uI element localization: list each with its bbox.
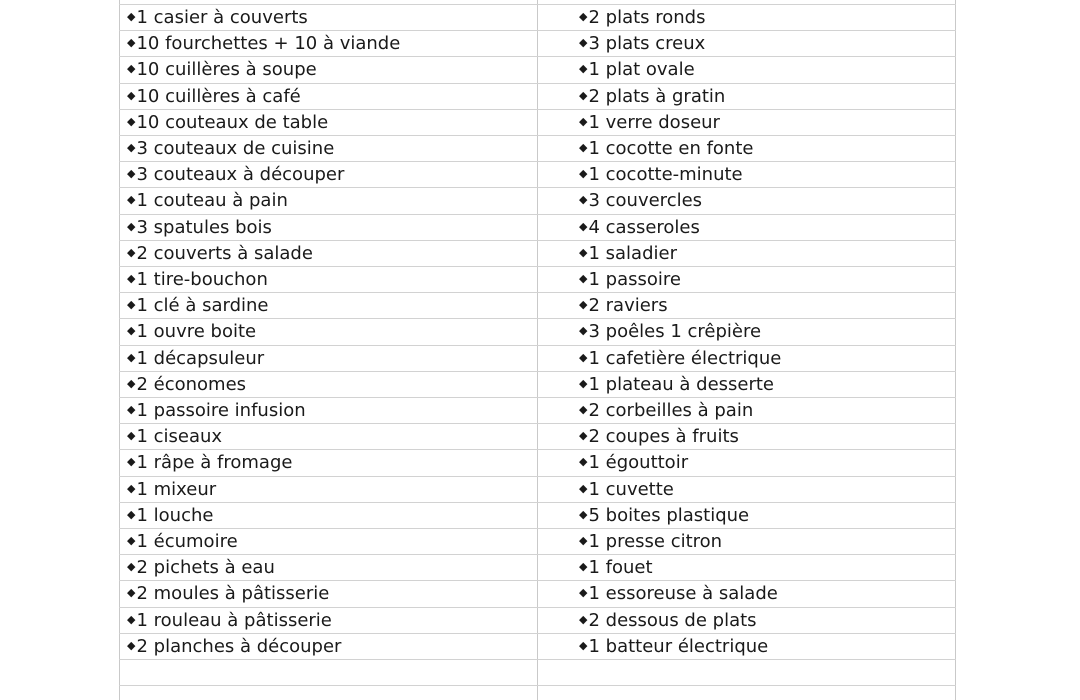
list-item-text: 1 cocotte en fonte <box>588 138 754 159</box>
list-item-text: 3 couteaux de cuisine <box>136 138 335 159</box>
list-item-text: 3 poêles 1 crêpière <box>588 321 762 342</box>
bullet-diamond-icon: ◆ <box>127 534 136 547</box>
list-item-right <box>579 345 781 371</box>
list-item-left <box>127 83 301 109</box>
list-item-text: 2 pichets à eau <box>136 557 275 578</box>
list-item-right <box>579 187 702 213</box>
bullet-diamond-icon: ◆ <box>579 272 588 285</box>
list-item-text: 3 couvercles <box>588 190 703 211</box>
list-item-text: 3 spatules bois <box>136 217 272 238</box>
list-item-text: 1 clé à sardine <box>136 295 269 316</box>
list-item-left <box>127 187 288 213</box>
list-item-left <box>127 502 213 528</box>
list-item-text: 10 cuillères à café <box>136 86 301 107</box>
list-item-text: 1 batteur électrique <box>588 636 769 657</box>
list-item-left <box>127 397 306 423</box>
bullet-diamond-icon: ◆ <box>127 429 136 442</box>
row-rule <box>119 659 956 660</box>
list-item-right <box>579 318 761 344</box>
list-item-text: 1 casier à couverts <box>136 7 308 28</box>
list-item-right <box>579 633 768 659</box>
list-item-left <box>127 30 400 56</box>
list-item-right <box>579 607 757 633</box>
bullet-diamond-icon: ◆ <box>579 508 588 521</box>
bullet-diamond-icon: ◆ <box>579 141 588 154</box>
list-item-text: 1 louche <box>136 505 214 526</box>
bullet-diamond-icon: ◆ <box>127 298 136 311</box>
row-rule <box>119 423 956 424</box>
list-item-text: 2 plats à gratin <box>588 86 726 107</box>
list-item-left <box>127 633 341 659</box>
list-item-left <box>127 476 216 502</box>
list-item-text: 5 boites plastique <box>588 505 750 526</box>
bullet-diamond-icon: ◆ <box>127 167 136 180</box>
list-item-text: 3 couteaux à découper <box>136 164 345 185</box>
list-item-text: 1 passoire <box>588 269 681 290</box>
bullet-diamond-icon: ◆ <box>127 324 136 337</box>
bullet-diamond-icon: ◆ <box>127 89 136 102</box>
bullet-diamond-icon: ◆ <box>127 613 136 626</box>
list-item-text: 2 moules à pâtisserie <box>136 583 330 604</box>
list-item-text: 2 raviers <box>588 295 668 316</box>
list-item-right <box>579 292 668 318</box>
bullet-diamond-icon: ◆ <box>127 455 136 468</box>
bullet-diamond-icon: ◆ <box>127 639 136 652</box>
list-item-text: 1 plat ovale <box>588 59 695 80</box>
table-border-right <box>955 0 956 700</box>
list-item-right <box>579 580 778 606</box>
bullet-diamond-icon: ◆ <box>127 36 136 49</box>
list-item-right <box>579 161 743 187</box>
list-item-right <box>579 528 722 554</box>
bullet-diamond-icon: ◆ <box>127 141 136 154</box>
row-rule <box>119 685 956 686</box>
list-item-left <box>127 214 272 240</box>
list-item-text: 1 essoreuse à salade <box>588 583 778 604</box>
list-item-right <box>579 30 705 56</box>
bullet-diamond-icon: ◆ <box>579 115 588 128</box>
bullet-diamond-icon: ◆ <box>579 351 588 364</box>
list-item-text: 10 fourchettes + 10 à viande <box>136 33 401 54</box>
list-item-left <box>127 371 246 397</box>
row-rule <box>119 502 956 503</box>
list-item-right <box>579 4 706 30</box>
list-item-left <box>127 528 238 554</box>
bullet-diamond-icon: ◆ <box>127 193 136 206</box>
column-divider <box>537 0 538 700</box>
list-item-right <box>579 476 674 502</box>
bullet-diamond-icon: ◆ <box>127 115 136 128</box>
list-item-text: 3 plats creux <box>588 33 706 54</box>
list-item-text: 1 égouttoir <box>588 452 689 473</box>
list-item-right <box>579 240 677 266</box>
bullet-diamond-icon: ◆ <box>127 272 136 285</box>
bullet-diamond-icon: ◆ <box>579 298 588 311</box>
bullet-diamond-icon: ◆ <box>127 508 136 521</box>
bullet-diamond-icon: ◆ <box>127 351 136 364</box>
list-item-text: 1 ouvre boite <box>136 321 257 342</box>
bullet-diamond-icon: ◆ <box>579 220 588 233</box>
list-item-right <box>579 56 695 82</box>
bullet-diamond-icon: ◆ <box>127 10 136 23</box>
list-item-text: 1 écumoire <box>136 531 238 552</box>
list-item-text: 1 presse citron <box>588 531 723 552</box>
bullet-diamond-icon: ◆ <box>579 324 588 337</box>
list-item-right <box>579 423 739 449</box>
list-item-text: 2 planches à découper <box>136 636 342 657</box>
list-item-left <box>127 318 256 344</box>
bullet-diamond-icon: ◆ <box>579 560 588 573</box>
bullet-diamond-icon: ◆ <box>579 482 588 495</box>
list-item-right <box>579 83 725 109</box>
list-item-text: 1 décapsuleur <box>136 348 265 369</box>
list-item-right <box>579 554 653 580</box>
list-item-text: 2 coupes à fruits <box>588 426 739 447</box>
list-item-right <box>579 502 749 528</box>
list-item-right <box>579 397 753 423</box>
list-item-left <box>127 161 344 187</box>
bullet-diamond-icon: ◆ <box>579 89 588 102</box>
list-item-left <box>127 56 317 82</box>
bullet-diamond-icon: ◆ <box>127 220 136 233</box>
bullet-diamond-icon: ◆ <box>127 482 136 495</box>
list-item-text: 1 couteau à pain <box>136 190 288 211</box>
row-rule <box>119 528 956 529</box>
list-item-text: 2 plats ronds <box>588 7 706 28</box>
list-item-text: 1 saladier <box>588 243 677 264</box>
list-item-left <box>127 240 313 266</box>
list-item-text: 1 tire-bouchon <box>136 269 268 290</box>
list-item-right <box>579 109 720 135</box>
list-item-text: 1 cafetière électrique <box>588 348 782 369</box>
bullet-diamond-icon: ◆ <box>127 246 136 259</box>
bullet-diamond-icon: ◆ <box>579 10 588 23</box>
bullet-diamond-icon: ◆ <box>579 613 588 626</box>
list-item-text: 2 corbeilles à pain <box>588 400 754 421</box>
list-item-text: 1 plateau à desserte <box>588 374 775 395</box>
bullet-diamond-icon: ◆ <box>579 429 588 442</box>
list-item-text: 1 verre doseur <box>588 112 720 133</box>
list-item-text: 1 ciseaux <box>136 426 223 447</box>
list-item-right <box>579 449 688 475</box>
bullet-diamond-icon: ◆ <box>127 560 136 573</box>
bullet-diamond-icon: ◆ <box>579 403 588 416</box>
list-item-left <box>127 607 332 633</box>
bullet-diamond-icon: ◆ <box>579 62 588 75</box>
list-item-text: 1 cuvette <box>588 479 674 500</box>
list-item-text: 10 cuillères à soupe <box>136 59 317 80</box>
list-item-left <box>127 266 268 292</box>
bullet-diamond-icon: ◆ <box>127 403 136 416</box>
bullet-diamond-icon: ◆ <box>579 586 588 599</box>
table-border-left <box>119 0 120 700</box>
list-item-text: 2 dessous de plats <box>588 610 757 631</box>
bullet-diamond-icon: ◆ <box>579 167 588 180</box>
bullet-diamond-icon: ◆ <box>579 534 588 547</box>
list-item-left <box>127 345 264 371</box>
bullet-diamond-icon: ◆ <box>579 36 588 49</box>
list-item-text: 2 couverts à salade <box>136 243 313 264</box>
list-item-text: 1 mixeur <box>136 479 217 500</box>
bullet-diamond-icon: ◆ <box>579 193 588 206</box>
list-item-text: 1 passoire infusion <box>136 400 306 421</box>
bullet-diamond-icon: ◆ <box>579 246 588 259</box>
list-item-left <box>127 580 329 606</box>
list-item-left <box>127 423 222 449</box>
list-item-text: 1 rouleau à pâtisserie <box>136 610 332 631</box>
list-item-right <box>579 135 753 161</box>
list-item-left <box>127 292 269 318</box>
list-item-text: 4 casseroles <box>588 217 700 238</box>
list-item-text: 1 cocotte-minute <box>588 164 743 185</box>
list-item-text: 2 économes <box>136 374 247 395</box>
list-item-left <box>127 449 292 475</box>
list-item-left <box>127 109 328 135</box>
list-item-right <box>579 214 700 240</box>
bullet-diamond-icon: ◆ <box>127 377 136 390</box>
bullet-diamond-icon: ◆ <box>127 586 136 599</box>
list-item-right <box>579 266 681 292</box>
row-rule <box>119 476 956 477</box>
list-item-left <box>127 135 334 161</box>
bullet-diamond-icon: ◆ <box>579 377 588 390</box>
list-item-text: 10 couteaux de table <box>136 112 329 133</box>
list-item-left <box>127 554 275 580</box>
list-item-right <box>579 371 774 397</box>
bullet-diamond-icon: ◆ <box>127 62 136 75</box>
bullet-diamond-icon: ◆ <box>579 455 588 468</box>
list-item-text: 1 râpe à fromage <box>136 452 293 473</box>
list-item-left <box>127 4 308 30</box>
bullet-diamond-icon: ◆ <box>579 639 588 652</box>
list-item-text: 1 fouet <box>588 557 653 578</box>
